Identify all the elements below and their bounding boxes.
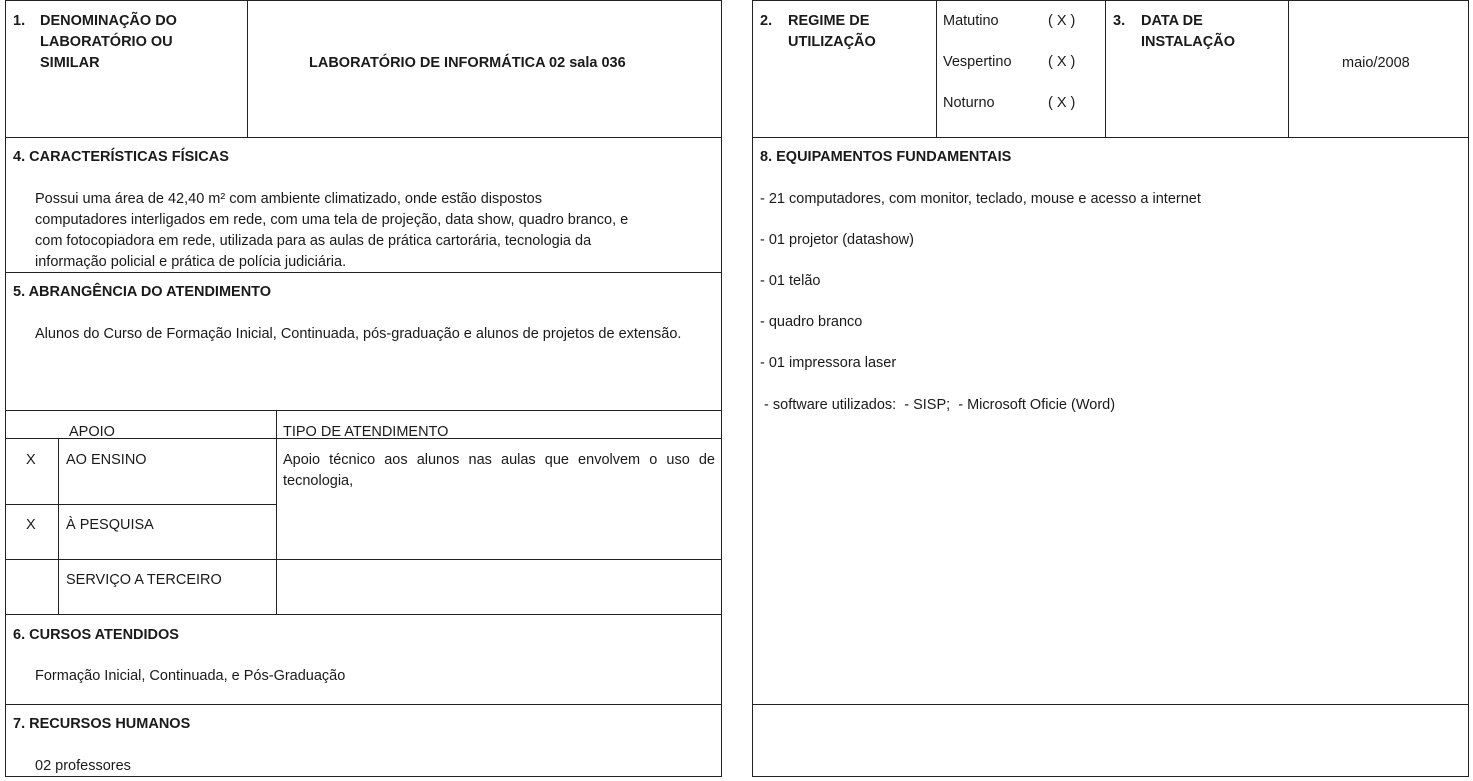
divider-after-section1 bbox=[5, 137, 722, 138]
section-3-title-line2: INSTALAÇÃO bbox=[1141, 34, 1235, 50]
border-right-top bbox=[752, 0, 1469, 1]
section-4-line1: Possui uma área de 42,40 m² com ambiente climatizado, onde estão dispostos bbox=[35, 191, 542, 207]
border-right-right bbox=[1468, 0, 1469, 777]
section-7-title: 7. RECURSOS HUMANOS bbox=[13, 716, 191, 732]
shift-label-afternoon: Vespertino bbox=[943, 54, 1012, 70]
shift-mark-night: ( X ) bbox=[1048, 95, 1076, 111]
section-8-title: 8. EQUIPAMENTOS FUNDAMENTAIS bbox=[760, 149, 1012, 165]
section-6-text: Formação Inicial, Continuada, e Pós-Graduação bbox=[35, 668, 346, 684]
equipment-item-whiteboard: - quadro branco bbox=[760, 314, 863, 330]
divider-after-table bbox=[5, 614, 722, 615]
equipment-item-screen: - 01 telão bbox=[760, 273, 821, 289]
divider-table-row1 bbox=[5, 504, 277, 505]
border-left-right bbox=[721, 0, 722, 777]
section-3-number: 3. bbox=[1113, 13, 1126, 29]
support-header: APOIO bbox=[69, 424, 115, 440]
section-5-text: Alunos do Curso de Formação Inicial, Continuada, pós-graduação e alunos de projetos de extensão. bbox=[35, 326, 682, 342]
divider-after-section4 bbox=[5, 272, 722, 273]
section-6-title: 6. CURSOS ATENDIDOS bbox=[13, 627, 179, 643]
border-left-bottom bbox=[5, 776, 722, 777]
section-3-title-line1: DATA DE bbox=[1141, 13, 1203, 29]
divider-table-type-col bbox=[276, 410, 277, 614]
support-row-teaching-label: AO ENSINO bbox=[66, 452, 147, 468]
installation-date-value: maio/2008 bbox=[1342, 55, 1410, 71]
section-4-line3: com fotocopiadora em rede, utilizada para as aulas de prática cartorária, tecnologia da bbox=[35, 233, 592, 249]
shift-label-night: Noturno bbox=[943, 95, 995, 111]
section-1-number: 1. bbox=[13, 13, 26, 29]
divider-after-section6 bbox=[5, 704, 722, 705]
section-4-line4: informação policial e prática de polícia judiciária. bbox=[35, 254, 347, 270]
shift-label-morning: Matutino bbox=[943, 13, 999, 29]
section-1-title-line3: SIMILAR bbox=[40, 55, 100, 71]
support-row-teaching-mark: X bbox=[26, 452, 36, 468]
divider-section3-value bbox=[1288, 0, 1289, 137]
section-1-title-line2: LABORATÓRIO OU bbox=[40, 34, 173, 50]
service-type-text: Apoio técnico aos alunos nas aulas que envolvem o uso de tecnologia, bbox=[283, 452, 715, 490]
section-2-title-line2: UTILIZAÇÃO bbox=[788, 34, 876, 50]
divider-section2 bbox=[936, 0, 937, 137]
equipment-item-computers: - 21 computadores, com monitor, teclado, mouse e acesso a internet bbox=[760, 191, 1201, 207]
section-5-title: 5. ABRANGÊNCIA DO ATENDIMENTO bbox=[13, 284, 272, 300]
border-left-top bbox=[5, 0, 722, 1]
support-row-research-mark: X bbox=[26, 517, 36, 533]
support-row-third-party-label: SERVIÇO A TERCEIRO bbox=[66, 572, 222, 588]
support-row-research-label: À PESQUISA bbox=[66, 517, 154, 533]
divider-table-mark-col bbox=[58, 438, 59, 614]
lab-name-value: LABORATÓRIO DE INFORMÁTICA 02 sala 036 bbox=[309, 55, 626, 71]
divider-right-lower bbox=[752, 704, 1469, 705]
section-2-title-line1: REGIME DE bbox=[788, 13, 870, 29]
service-type-header: TIPO DE ATENDIMENTO bbox=[283, 424, 449, 440]
section-4-line2: computadores interligados em rede, com uma tela de projeção, data show, quadro branco, e bbox=[35, 212, 629, 228]
divider-section1 bbox=[247, 0, 248, 137]
equipment-item-printer: - 01 impressora laser bbox=[760, 355, 897, 371]
section-2-number: 2. bbox=[760, 13, 773, 29]
border-left-left bbox=[5, 0, 6, 777]
border-right-bottom bbox=[752, 776, 1469, 777]
shift-mark-afternoon: ( X ) bbox=[1048, 54, 1076, 70]
equipment-item-projector: - 01 projetor (datashow) bbox=[760, 232, 914, 248]
section-1-title-line1: DENOMINAÇÃO DO bbox=[40, 13, 177, 29]
divider-right-header bbox=[752, 137, 1469, 138]
section-7-text: 02 professores bbox=[35, 758, 131, 774]
divider-table-row2 bbox=[5, 559, 722, 560]
divider-after-section5 bbox=[5, 410, 722, 411]
shift-mark-morning: ( X ) bbox=[1048, 13, 1076, 29]
divider-section3 bbox=[1105, 0, 1106, 137]
equipment-item-software: - software utilizados: - SISP; - Microsoft Oficie (Word) bbox=[760, 397, 1116, 413]
section-4-title: 4. CARACTERÍSTICAS FÍSICAS bbox=[13, 149, 229, 165]
border-right-left bbox=[752, 0, 753, 777]
